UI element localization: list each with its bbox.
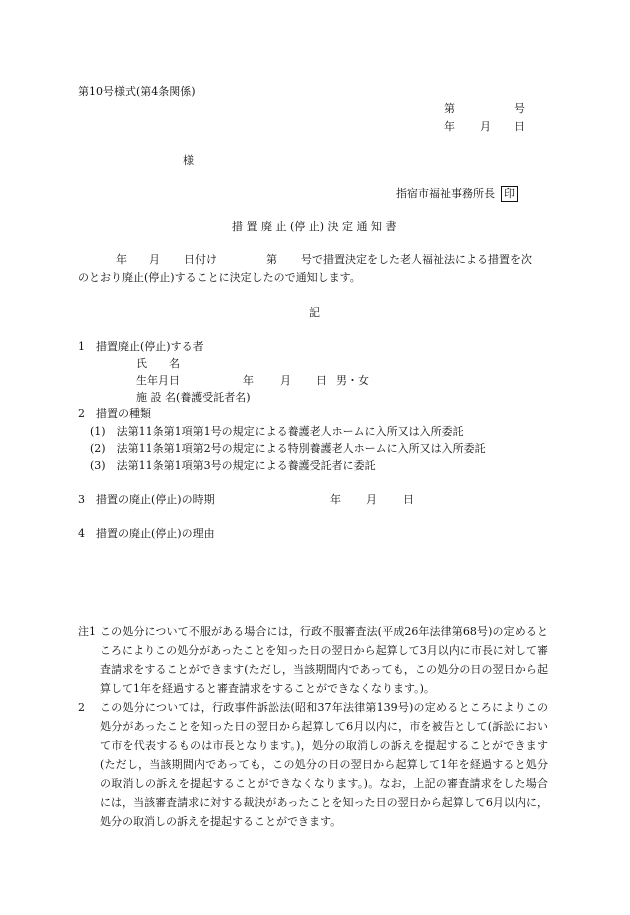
birth-year-label: 年	[243, 374, 254, 387]
item3-month: 月	[366, 493, 377, 506]
issuer	[396, 186, 518, 203]
ki-heading: 記	[309, 306, 320, 319]
birth-month-label: 月	[280, 374, 291, 387]
doc-number-suffix: 号	[514, 102, 525, 115]
kind-item: (2) 法第11条第1項第2号の規定による特別養護老人ホームに入所又は入所委託	[90, 442, 486, 455]
birth-day-label: 日	[316, 374, 327, 387]
note-number: 2	[78, 701, 85, 714]
intro-no-prefix: 第	[266, 253, 277, 266]
note-item	[78, 698, 548, 831]
kind-item: (1) 法第11条第1項第1号の規定による養護老人ホームに入所又は入所委託	[90, 425, 464, 438]
date-day-label: 日	[514, 120, 525, 133]
item3-year: 年	[330, 493, 341, 506]
document-title: 措 置 廃 止 (停 止) 決 定 通 知 書	[232, 220, 397, 233]
note-item	[78, 622, 548, 698]
intro-dated: 日付け	[184, 253, 217, 266]
doc-number-prefix: 第	[444, 102, 455, 115]
date-year-label: 年	[444, 120, 455, 133]
intro-line2: のとおり廃止(停止)することに決定したので通知します。	[78, 271, 361, 284]
item2-title: 2 措置の種類	[78, 407, 151, 420]
date-month-label: 月	[480, 120, 491, 133]
notes-section	[78, 622, 548, 831]
item3-title: 3 措置の廃止(停止)の時期	[78, 493, 215, 506]
note-text: この処分については，行政事件訴訟法(昭和37年法律第139号)の定めるところによりこの処分があったことを知った日の翌日から起算して6月以内に，市を被告として(訴訟において市を代表するものは市長となります。)，処分の取消しの訴えを提起することができます(ただし，当該期間内であっても，この処分の日の翌日から起算して1年を経過すると処分の取消しの訴えを提起することができなくなります。)。なお，上記の審査請求をした場合には，当該審査請求に対する裁決があったことを知った日の翌日から起算して6月以内に，処分の取消しの訴えを提起することができます。	[100, 701, 548, 828]
facility-label: 施 設 名(養護受託者名)	[136, 391, 251, 404]
gender-options: 男・女	[336, 374, 369, 387]
issuer-name: 指宿市福祉事務所長	[396, 187, 495, 200]
item3-day: 日	[403, 493, 414, 506]
intro-year: 年	[116, 253, 127, 266]
item1-title: 1 措置廃止(停止)する者	[78, 340, 204, 353]
note-number: 注1	[78, 625, 96, 638]
kind-item: (3) 法第11条第1項第3号の規定による養護受託者に委託	[90, 459, 376, 472]
item4-title: 4 措置の廃止(停止)の理由	[78, 527, 215, 540]
name-label: 氏 名	[136, 357, 180, 370]
addressee-honorific: 様	[183, 154, 194, 167]
intro-line1: 号で措置決定をした老人福祉法による措置を次	[301, 253, 532, 266]
form-number: 第10号様式(第4条関係)	[78, 85, 196, 98]
note-text: この処分について不服がある場合には，行政不服審査法(平成26年法律第68号)の定めるところによりこの処分があったことを知った日の翌日から起算して3月以内に市長に対して審査請求をすることができます(ただし，当該期間内であっても，この処分の日の翌日から起算して1年を経過すると審査請求をすることができなくなります。)。	[100, 625, 548, 695]
intro-month: 月	[149, 253, 160, 266]
birthdate-label: 生年月日	[136, 374, 180, 387]
seal-stamp: 印	[501, 186, 518, 202]
